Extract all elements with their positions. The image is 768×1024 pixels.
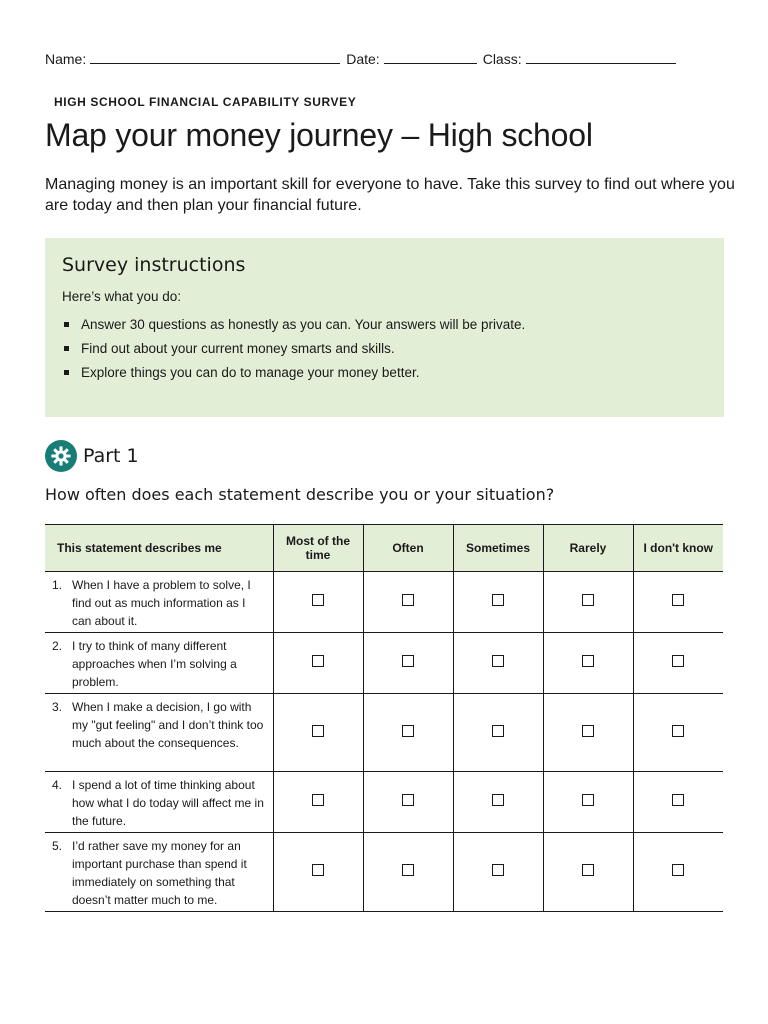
instruction-item: Find out about your current money smarts and skills. [62, 336, 707, 366]
checkbox-dont-know[interactable] [672, 725, 684, 737]
statement-number: 3. [52, 700, 63, 714]
statement-text: I’d rather save my money for an important purchase than spend it immediately on something that doesn’t matter much to me. [72, 839, 247, 907]
table-header-row [45, 525, 723, 572]
option-cell [453, 694, 543, 772]
checkbox-often[interactable] [402, 725, 414, 737]
statement-text: I spend a lot of time thinking about how what I do today will affect me in the future. [72, 778, 264, 828]
section-question: How often does each statement describe you or your situation? [45, 485, 555, 504]
statement-number: 2. [52, 639, 63, 653]
class-label: Class: [482, 51, 522, 67]
statement-number: 1. [52, 578, 63, 592]
class-field[interactable] [526, 52, 676, 64]
statement-cell [45, 572, 273, 633]
option-cell [273, 633, 363, 694]
column-header: Often [363, 525, 453, 572]
checkbox-sometimes[interactable] [492, 864, 504, 876]
survey-table [45, 524, 723, 912]
bullet-icon [64, 322, 69, 327]
statement-text: I try to think of many different approaches when I’m solving a problem. [72, 639, 237, 689]
intro-text: Managing money is an important skill for everyone to have. Take this survey to find out where you are today and then plan your financial future. [45, 176, 735, 214]
bullet-icon [64, 370, 69, 375]
checkbox-dont-know[interactable] [672, 864, 684, 876]
page-title: Map your money journey – High school [45, 117, 593, 153]
checkbox-sometimes[interactable] [492, 594, 504, 606]
checkbox-most-of-the-time[interactable] [312, 794, 324, 806]
option-cell [363, 572, 453, 633]
option-cell [543, 833, 633, 912]
instructions-panel [45, 238, 724, 417]
checkbox-often[interactable] [402, 594, 414, 606]
column-header: I don't know [633, 525, 723, 572]
checkbox-rarely[interactable] [582, 725, 594, 737]
checkbox-often[interactable] [402, 655, 414, 667]
option-cell [543, 572, 633, 633]
option-cell [363, 772, 453, 833]
statement-text: When I make a decision, I go with my "gut feeling" and I don’t think too much about the consequences. [72, 700, 264, 750]
option-cell [273, 694, 363, 772]
option-cell [273, 572, 363, 633]
checkbox-sometimes[interactable] [492, 725, 504, 737]
option-cell [633, 833, 723, 912]
checkbox-rarely[interactable] [582, 594, 594, 606]
statement-number: 4. [52, 778, 63, 792]
table-row [45, 694, 723, 772]
option-cell [543, 772, 633, 833]
column-header: Sometimes [453, 525, 543, 572]
checkbox-dont-know[interactable] [672, 655, 684, 667]
date-label: Date: [346, 51, 380, 67]
checkbox-often[interactable] [402, 864, 414, 876]
name-field[interactable] [90, 52, 340, 64]
column-header: Rarely [543, 525, 633, 572]
option-cell [543, 633, 633, 694]
option-cell [363, 633, 453, 694]
option-cell [363, 833, 453, 912]
option-cell [453, 633, 543, 694]
name-label: Name: [45, 51, 87, 67]
checkbox-rarely[interactable] [582, 794, 594, 806]
instructions-lead: Here’s what you do: [62, 289, 182, 304]
option-cell [273, 833, 363, 912]
checkbox-dont-know[interactable] [672, 794, 684, 806]
part-heading [45, 440, 139, 472]
table-row [45, 572, 723, 633]
checkbox-rarely[interactable] [582, 864, 594, 876]
checkbox-most-of-the-time[interactable] [312, 864, 324, 876]
column-header: Most of the time [273, 525, 363, 572]
checkbox-sometimes[interactable] [492, 655, 504, 667]
checkbox-most-of-the-time[interactable] [312, 594, 324, 606]
table-row [45, 772, 723, 833]
statement-cell [45, 772, 273, 833]
instructions-heading: Survey instructions [62, 254, 246, 276]
table-row [45, 833, 723, 912]
option-cell [633, 633, 723, 694]
statement-text: When I have a problem to solve, I find out as much information as I can about it. [72, 578, 251, 628]
instructions-list [62, 312, 707, 390]
option-cell [633, 772, 723, 833]
survey-eyebrow: HIGH SCHOOL FINANCIAL CAPABILITY SURVEY [54, 95, 357, 109]
column-header: This statement describes me [45, 525, 273, 572]
option-cell [273, 772, 363, 833]
instruction-item: Explore things you can do to manage your money better. [62, 360, 707, 390]
checkbox-dont-know[interactable] [672, 594, 684, 606]
option-cell [453, 772, 543, 833]
checkbox-often[interactable] [402, 794, 414, 806]
bullet-icon [64, 346, 69, 351]
option-cell [363, 694, 453, 772]
checkbox-most-of-the-time[interactable] [312, 725, 324, 737]
checkbox-most-of-the-time[interactable] [312, 655, 324, 667]
table-row [45, 633, 723, 694]
gear-icon [45, 440, 77, 472]
option-cell [633, 572, 723, 633]
checkbox-rarely[interactable] [582, 655, 594, 667]
statement-cell [45, 694, 273, 772]
date-field[interactable] [384, 52, 477, 64]
statement-cell [45, 833, 273, 912]
option-cell [633, 694, 723, 772]
option-cell [453, 572, 543, 633]
student-info-row [45, 51, 725, 67]
statement-cell [45, 633, 273, 694]
option-cell [453, 833, 543, 912]
checkbox-sometimes[interactable] [492, 794, 504, 806]
instruction-item: Answer 30 questions as honestly as you can. Your answers will be private. [62, 312, 707, 342]
part-label: Part 1 [83, 445, 139, 467]
statement-number: 5. [52, 839, 63, 853]
option-cell [543, 694, 633, 772]
